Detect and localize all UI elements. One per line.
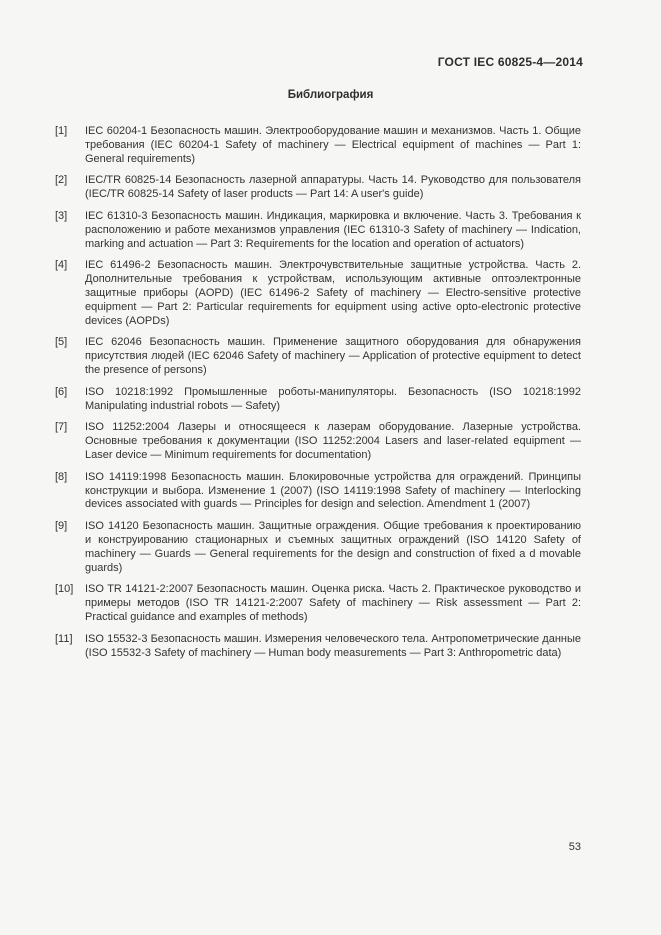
bibliography-entry: [55, 174, 581, 202]
reference-number: [3]: [55, 209, 68, 222]
reference-number: [8]: [55, 470, 68, 483]
bibliography-entry: [55, 125, 581, 166]
bibliography-entry: [55, 421, 581, 462]
reference-text: ISO 11252:2004 Лазеры и относящееся к лазерам оборудование. Лазерные устройства. Основные требования к документации (ISO 11252:2004 Lasers and laser-related equipment — Laser device — Minimum requirements for documentation): [85, 421, 581, 461]
reference-text: ISO 10218:1992 Промышленные роботы-манипуляторы. Безопасность (ISO 10218:1992 Manipulating industrial robots — Safety): [85, 385, 581, 412]
bibliography-entry: [55, 633, 581, 661]
reference-number: [6]: [55, 385, 68, 398]
reference-text: IEC/TR 60825-14 Безопасность лазерной аппаратуры. Часть 14. Руководство для пользователя (IEC/TR 60825-14 Safety of laser products — Part 14: A user's guide): [85, 174, 581, 201]
bibliography-entry: [55, 259, 581, 328]
reference-text: ISO 14120 Безопасность машин. Защитные ограждения. Общие требования к проектированию и конструированию стационарных и съемных защитных ограждений (ISO 14120 Safety of machinery — Guards — General requirements for the design and construction of fixed a d movable guards): [85, 520, 581, 574]
reference-text: ISO TR 14121-2:2007 Безопасность машин. Оценка риска. Часть 2. Практическое руководство и примеры методов (ISO TR 14121-2:2007 Safety of machinery — Risk assessment — Part 2: Practical guidance and examples of methods): [85, 583, 581, 623]
reference-text: IEC 60204-1 Безопасность машин. Электрооборудование машин и механизмов. Часть 1. Общие требования (IEC 60204-1 Safety of machinery — Electrical equipment of machines — Part 1: General requirements): [85, 125, 581, 165]
bibliography-entry: [55, 471, 581, 512]
reference-number: [4]: [55, 259, 68, 272]
reference-text: ISO 14119:1998 Безопасность машин. Блокировочные устройства для ограждений. Принципы конструкции и выбора. Изменение 1 (2007) (ISO 14119:1998 Safety of machinery — Interlocking devices associated with guards — Principles for design and selection. Amendment 1 (2007): [85, 470, 581, 511]
bibliography-entry: [55, 386, 581, 414]
reference-text: ISO 15532-3 Безопасность машин. Измерения человеческого тела. Антропометрические данные (ISO 15532-3 Safety of machinery — Human body measurements — Part 3: Anthropometric data): [85, 632, 581, 659]
reference-text: IEC 62046 Безопасность машин. Применение защитного оборудования для обнаружения присутствия людей (IEC 62046 Safety of machinery — Application of protective equipment to detect the presence of persons): [85, 336, 581, 376]
section-title: Библиография: [287, 89, 374, 101]
running-header: ГОСТ IEC 60825-4—2014: [437, 55, 583, 69]
reference-number: [7]: [55, 421, 68, 434]
reference-text: IEC 61496-2 Безопасность машин. Электрочувствительные защитные устройства. Часть 2. Дополнительные требования к устройствам, использующим активные оптоэлектронные защитные приборы (AOPD) (IEC 61496-2 Safety of machinery — Electro-sensitive protective equipment — Part 2: Particular requirements for equipment using active opto-electronic protective devices (AOPDs): [85, 259, 581, 327]
reference-number: [11]: [55, 632, 73, 645]
reference-number: [10]: [55, 583, 74, 596]
bibliography-entry: [55, 210, 581, 251]
bibliography-entry: [55, 336, 581, 377]
bibliography-entry: [55, 583, 581, 624]
bibliography-list: [55, 125, 581, 660]
reference-number: [9]: [55, 520, 68, 533]
reference-text: IEC 61310-3 Безопасность машин. Индикация, маркировка и включение. Часть 3. Требования к расположению и работе механизмов управления (IEC 61310-3 Safety of machinery — Indication, marking and actuation — Part 3: Requirements for the location and operation of actuators): [85, 209, 581, 250]
reference-number: [2]: [55, 174, 68, 187]
reference-number: [5]: [55, 336, 68, 349]
bibliography-entry: [55, 520, 581, 575]
reference-number: [1]: [55, 125, 68, 137]
page-number: 53: [568, 841, 581, 853]
